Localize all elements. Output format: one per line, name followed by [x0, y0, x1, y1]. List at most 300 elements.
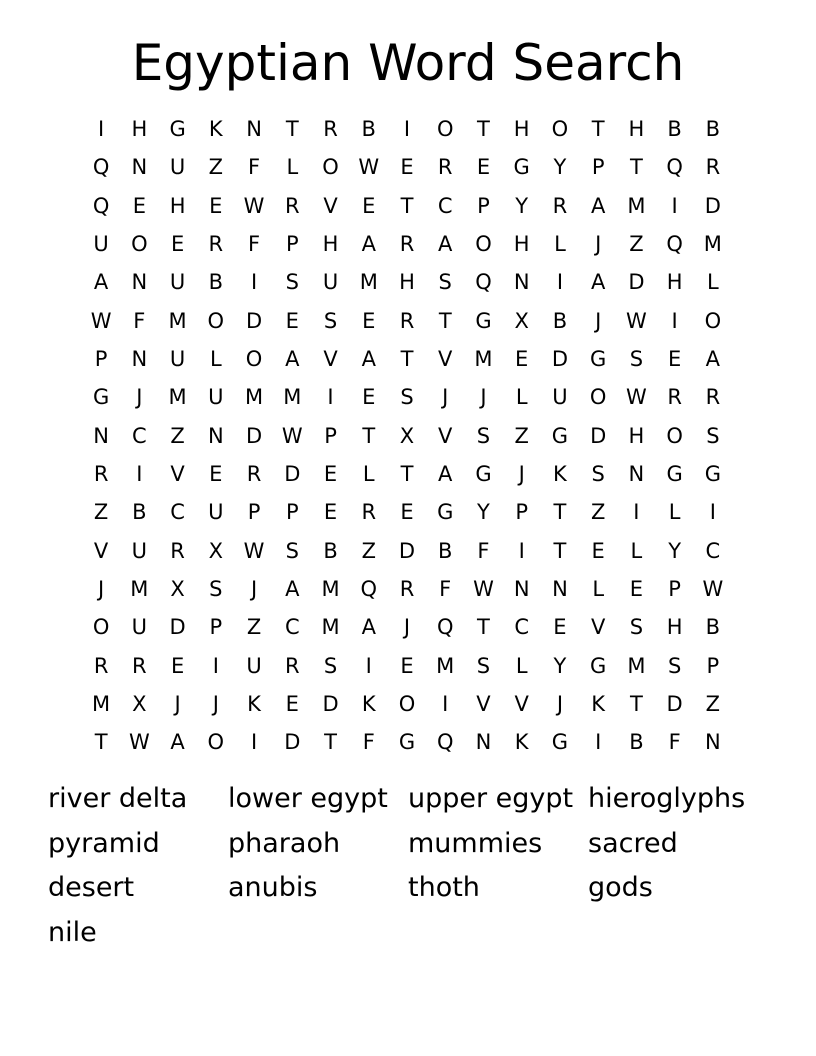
grid-letter: C: [284, 615, 300, 640]
grid-letter: A: [285, 347, 300, 372]
word-list-item: upper egypt: [408, 783, 574, 814]
grid-letter: T: [400, 193, 414, 218]
word-list-item: thoth: [408, 872, 480, 903]
grid-letter: R: [705, 385, 721, 410]
grid-letter: B: [208, 270, 224, 295]
grid-letter: E: [170, 653, 185, 678]
grid-letter: Z: [361, 538, 376, 563]
grid-letter: K: [247, 692, 261, 717]
grid-letter: I: [556, 270, 564, 295]
grid-letter: Y: [553, 653, 567, 678]
grid-letter: G: [590, 347, 607, 372]
grid-letter: F: [477, 538, 490, 563]
grid-letter: I: [709, 500, 716, 525]
grid-letter: N: [131, 347, 148, 372]
grid-letter: Q: [92, 193, 110, 218]
grid-letter: J: [518, 462, 525, 487]
grid-letter: Z: [705, 692, 721, 717]
word-list-item: mummies: [408, 827, 543, 859]
grid-letter: W: [243, 193, 265, 218]
grid-row: [82, 647, 732, 685]
grid-letter: I: [136, 462, 143, 487]
grid-letter: S: [629, 347, 644, 372]
grid-letter: A: [285, 577, 300, 602]
grid-row: [82, 378, 732, 416]
grid-letter: E: [667, 347, 682, 372]
grid-letter: S: [476, 653, 491, 678]
word-list-item: sacred: [588, 827, 678, 859]
page-title: Egyptian Word Search: [131, 34, 685, 92]
grid-letter: Q: [92, 155, 110, 180]
grid-letter: E: [209, 193, 223, 218]
grid-letter: T: [477, 117, 490, 142]
grid-letter: S: [667, 653, 682, 678]
grid-row: [82, 493, 732, 531]
grid-letter: O: [589, 385, 607, 410]
grid-letter: R: [399, 577, 415, 602]
word-list: [48, 777, 788, 955]
grid-letter: S: [285, 270, 299, 295]
grid-letter: I: [595, 730, 602, 755]
grid-letter: R: [246, 462, 262, 487]
word-list-item: river delta: [48, 783, 188, 814]
word-list-item: pyramid: [48, 827, 160, 859]
grid-letter: V: [170, 462, 185, 487]
grid-letter: R: [93, 462, 109, 487]
grid-letter: A: [590, 193, 606, 218]
grid-letter: J: [480, 385, 487, 410]
grid-letter: R: [323, 117, 338, 142]
grid-letter: A: [361, 347, 376, 372]
grid-letter: O: [207, 308, 225, 333]
grid-letter: J: [403, 615, 411, 640]
grid-letter: H: [513, 117, 530, 142]
grid-letter: I: [327, 385, 334, 410]
grid-letter: Y: [477, 500, 490, 525]
grid-letter: U: [322, 270, 339, 295]
grid-letter: E: [362, 193, 376, 218]
grid-letter: K: [361, 692, 376, 717]
grid-row: [82, 340, 732, 378]
grid-letter: O: [322, 155, 339, 180]
grid-letter: H: [666, 270, 683, 295]
grid-letter: E: [591, 538, 605, 563]
grid-letter: M: [321, 577, 340, 602]
grid-letter: O: [475, 232, 492, 257]
grid-letter: I: [403, 117, 411, 142]
grid-letter: T: [629, 692, 643, 717]
grid-letter: F: [248, 232, 261, 257]
grid-letter: A: [705, 347, 721, 372]
grid-letter: B: [438, 538, 453, 563]
grid-letter: U: [131, 615, 148, 640]
grid-letter: B: [552, 308, 568, 333]
grid-row: [82, 263, 732, 301]
grid-row: [82, 148, 732, 186]
grid-letter: G: [551, 423, 569, 448]
grid-letter: H: [169, 193, 186, 218]
grid-letter: W: [358, 155, 380, 180]
grid-letter: K: [208, 117, 223, 142]
grid-letter: B: [132, 500, 147, 525]
grid-row: [82, 570, 732, 608]
grid-letter: H: [666, 615, 683, 640]
word-list-item: nile: [48, 916, 97, 948]
grid-row: [82, 685, 732, 723]
grid-letter: A: [93, 270, 109, 295]
grid-letter: Q: [436, 615, 454, 640]
grid-letter: W: [473, 577, 494, 602]
grid-letter: E: [362, 308, 376, 333]
grid-letter: P: [324, 423, 337, 448]
grid-letter: T: [400, 462, 414, 487]
grid-row: [82, 302, 732, 340]
grid-letter: M: [130, 577, 149, 602]
grid-letter: T: [591, 117, 605, 142]
grid-row: [82, 723, 732, 761]
grid-letter: U: [552, 385, 568, 410]
word-list-item: anubis: [228, 872, 318, 903]
grid-letter: L: [515, 385, 528, 410]
grid-letter: E: [285, 692, 299, 717]
grid-letter: T: [94, 730, 108, 755]
grid-letter: L: [668, 500, 681, 525]
grid-letter: M: [283, 385, 302, 410]
grid-letter: F: [439, 577, 452, 602]
grid-letter: Y: [515, 193, 529, 218]
grid-letter: V: [323, 193, 338, 218]
grid-letter: S: [323, 653, 338, 678]
grid-letter: T: [362, 423, 376, 448]
grid-letter: Z: [514, 423, 529, 448]
grid-letter: G: [513, 155, 530, 180]
grid-letter: Z: [170, 423, 185, 448]
grid-letter: M: [627, 653, 646, 678]
grid-letter: V: [438, 347, 453, 372]
grid-letter: H: [131, 117, 148, 142]
grid-letter: N: [705, 730, 721, 755]
grid-letter: W: [243, 538, 265, 563]
grid-letter: B: [705, 117, 721, 142]
grid-letter: I: [250, 730, 258, 755]
grid-letter: R: [170, 538, 185, 563]
grid-letter: O: [131, 232, 148, 257]
grid-letter: J: [136, 385, 143, 410]
grid-letter: R: [399, 308, 415, 333]
grid-letter: U: [208, 385, 224, 410]
grid-letter: D: [704, 193, 721, 218]
grid-letter: N: [552, 577, 568, 602]
grid-letter: N: [513, 270, 530, 295]
grid-letter: I: [365, 653, 372, 678]
grid-letter: X: [170, 577, 185, 602]
grid-letter: D: [551, 347, 569, 372]
grid-letter: B: [361, 117, 376, 142]
grid-letter: T: [553, 538, 567, 563]
grid-letter: R: [399, 232, 415, 257]
grid-letter: E: [515, 347, 529, 372]
grid-letter: T: [553, 500, 567, 525]
grid-letter: D: [284, 462, 301, 487]
grid-letter: K: [591, 692, 606, 717]
grid-letter: J: [212, 692, 219, 717]
grid-letter: R: [437, 155, 453, 180]
grid-letter: R: [208, 232, 224, 257]
grid-letter: T: [400, 347, 414, 372]
grid-letter: A: [361, 615, 376, 640]
grid-letter: M: [359, 270, 378, 295]
grid-letter: O: [551, 117, 569, 142]
grid-letter: G: [551, 730, 569, 755]
grid-letter: W: [702, 577, 724, 602]
grid-letter: M: [92, 692, 111, 717]
grid-letter: R: [284, 653, 300, 678]
grid-letter: F: [133, 308, 146, 333]
grid-letter: V: [476, 692, 491, 717]
grid-letter: G: [169, 117, 186, 142]
grid-letter: T: [438, 308, 452, 333]
grid-letter: L: [707, 270, 719, 295]
grid-letter: S: [476, 423, 491, 448]
grid-letter: Y: [553, 155, 567, 180]
grid-letter: F: [668, 730, 681, 755]
grid-letter: Z: [246, 615, 262, 640]
grid-letter: P: [477, 193, 490, 218]
grid-letter: A: [590, 270, 606, 295]
grid-letter: C: [705, 538, 721, 563]
grid-letter: F: [362, 730, 375, 755]
grid-letter: L: [286, 155, 299, 180]
grid-letter: U: [131, 538, 148, 563]
grid-row: [82, 608, 732, 646]
grid-letter: O: [704, 308, 722, 333]
grid-letter: I: [518, 538, 525, 563]
grid-letter: Q: [436, 730, 454, 755]
grid-letter: S: [438, 270, 452, 295]
grid-letter: R: [705, 155, 721, 180]
grid-letter: Y: [668, 538, 682, 563]
grid-letter: P: [247, 500, 261, 525]
grid-row: [82, 110, 732, 148]
grid-letter: G: [475, 308, 492, 333]
grid-letter: G: [704, 462, 721, 487]
grid-letter: M: [244, 385, 264, 410]
grid-letter: R: [284, 193, 300, 218]
word-list-item: gods: [588, 872, 653, 903]
grid-letter: E: [323, 500, 338, 525]
grid-letter: E: [400, 653, 414, 678]
grid-letter: N: [475, 730, 492, 755]
grid-letter: E: [209, 462, 223, 487]
grid-row: [82, 532, 732, 570]
grid-letter: C: [514, 615, 530, 640]
grid-letter: S: [285, 538, 299, 563]
grid-letter: I: [250, 270, 258, 295]
grid-letter: Q: [475, 270, 492, 295]
grid-letter: K: [514, 730, 529, 755]
grid-letter: Z: [208, 155, 224, 180]
grid-letter: H: [322, 232, 339, 257]
grid-letter: P: [515, 500, 529, 525]
grid-letter: D: [284, 730, 301, 755]
grid-letter: P: [285, 232, 299, 257]
grid-letter: J: [250, 577, 258, 602]
grid-letter: G: [398, 730, 416, 755]
grid-letter: W: [90, 308, 112, 333]
grid-letter: N: [93, 423, 109, 448]
grid-letter: H: [399, 270, 415, 295]
grid-letter: S: [323, 308, 338, 333]
grid-letter: L: [630, 538, 643, 563]
grid-letter: L: [209, 347, 222, 372]
grid-letter: T: [629, 155, 643, 180]
grid-letter: X: [514, 308, 529, 333]
grid-letter: E: [362, 385, 376, 410]
grid-letter: C: [170, 500, 185, 525]
grid-letter: D: [169, 615, 186, 640]
grid-letter: R: [552, 193, 568, 218]
grid-letter: I: [633, 500, 640, 525]
grid-letter: S: [209, 577, 223, 602]
grid-letter: W: [626, 385, 647, 410]
grid-letter: O: [666, 423, 683, 448]
grid-letter: X: [208, 538, 224, 563]
word-list-item: hieroglyphs: [588, 783, 746, 814]
grid-row: [82, 417, 732, 455]
grid-letter: L: [515, 653, 528, 678]
grid-letter: J: [442, 385, 449, 410]
grid-letter: G: [475, 462, 492, 487]
grid-letter: P: [591, 155, 605, 180]
grid-letter: N: [513, 577, 530, 602]
grid-letter: J: [595, 232, 602, 257]
grid-letter: V: [93, 538, 109, 563]
grid-letter: M: [703, 232, 722, 257]
grid-letter: A: [361, 232, 376, 257]
grid-letter: O: [245, 347, 263, 372]
grid-letter: M: [627, 193, 646, 218]
grid-letter: F: [248, 155, 261, 180]
grid-letter: M: [168, 385, 187, 410]
grid-letter: B: [705, 615, 721, 640]
grid-letter: R: [667, 385, 682, 410]
grid-letter: C: [437, 193, 453, 218]
grid-letter: Z: [93, 500, 109, 525]
grid-letter: N: [131, 270, 148, 295]
grid-letter: V: [323, 347, 338, 372]
grid-letter: Q: [666, 232, 683, 257]
grid-letter: J: [174, 692, 181, 717]
grid-letter: N: [131, 155, 148, 180]
grid-letter: B: [629, 730, 644, 755]
grid-letter: M: [168, 308, 187, 333]
word-list-item: desert: [48, 872, 135, 903]
grid-letter: O: [436, 117, 454, 142]
grid-letter: D: [322, 692, 339, 717]
grid-letter: D: [245, 308, 263, 333]
grid-letter: T: [477, 615, 490, 640]
grid-letter: U: [169, 155, 186, 180]
grid-letter: V: [438, 423, 453, 448]
grid-letter: H: [513, 232, 530, 257]
grid-letter: L: [592, 577, 605, 602]
grid-letter: N: [246, 117, 262, 142]
grid-letter: E: [400, 500, 414, 525]
grid-row: [82, 455, 732, 493]
grid-letter: G: [437, 500, 454, 525]
grid-letter: P: [285, 500, 299, 525]
grid-letter: I: [98, 117, 105, 142]
grid-row: [82, 187, 732, 225]
grid-letter: Q: [666, 155, 683, 180]
grid-letter: O: [398, 692, 416, 717]
grid-letter: L: [554, 232, 566, 257]
grid-letter: S: [706, 423, 720, 448]
grid-letter: V: [590, 615, 606, 640]
grid-letter: D: [628, 270, 645, 295]
grid-letter: U: [169, 270, 186, 295]
grid-letter: D: [398, 538, 416, 563]
grid-letter: C: [132, 423, 147, 448]
grid-letter: E: [132, 193, 146, 218]
grid-letter: I: [442, 692, 449, 717]
grid-letter: Z: [590, 500, 606, 525]
grid-letter: X: [132, 692, 147, 717]
grid-letter: E: [323, 462, 338, 487]
word-list-item: pharaoh: [228, 827, 341, 859]
grid-letter: S: [629, 615, 644, 640]
grid-letter: N: [628, 462, 645, 487]
grid-letter: M: [321, 615, 340, 640]
letter-grid: [82, 110, 732, 762]
grid-letter: G: [590, 653, 607, 678]
grid-letter: O: [92, 615, 110, 640]
grid-letter: N: [207, 423, 224, 448]
grid-letter: I: [671, 193, 678, 218]
grid-letter: B: [323, 538, 338, 563]
grid-letter: D: [666, 692, 683, 717]
grid-letter: M: [474, 347, 493, 372]
grid-letter: J: [556, 692, 564, 717]
grid-letter: A: [438, 232, 453, 257]
grid-letter: E: [400, 155, 414, 180]
grid-letter: O: [207, 730, 225, 755]
grid-letter: U: [169, 347, 186, 372]
grid-letter: M: [436, 653, 455, 678]
grid-letter: X: [399, 423, 415, 448]
grid-letter: E: [629, 577, 644, 602]
grid-letter: P: [706, 653, 720, 678]
grid-letter: P: [668, 577, 681, 602]
grid-letter: E: [170, 232, 185, 257]
grid-letter: I: [212, 653, 219, 678]
grid-letter: R: [132, 653, 147, 678]
grid-letter: B: [667, 117, 682, 142]
grid-letter: I: [671, 308, 678, 333]
grid-letter: K: [553, 462, 567, 487]
grid-letter: A: [438, 462, 453, 487]
grid-letter: A: [170, 730, 185, 755]
grid-letter: E: [553, 615, 567, 640]
grid-letter: V: [514, 692, 529, 717]
grid-letter: S: [591, 462, 605, 487]
grid-letter: Z: [629, 232, 644, 257]
grid-letter: P: [94, 347, 108, 372]
word-list-item: lower egypt: [228, 783, 388, 814]
grid-letter: D: [245, 423, 263, 448]
grid-letter: W: [281, 423, 303, 448]
grid-letter: J: [595, 308, 602, 333]
